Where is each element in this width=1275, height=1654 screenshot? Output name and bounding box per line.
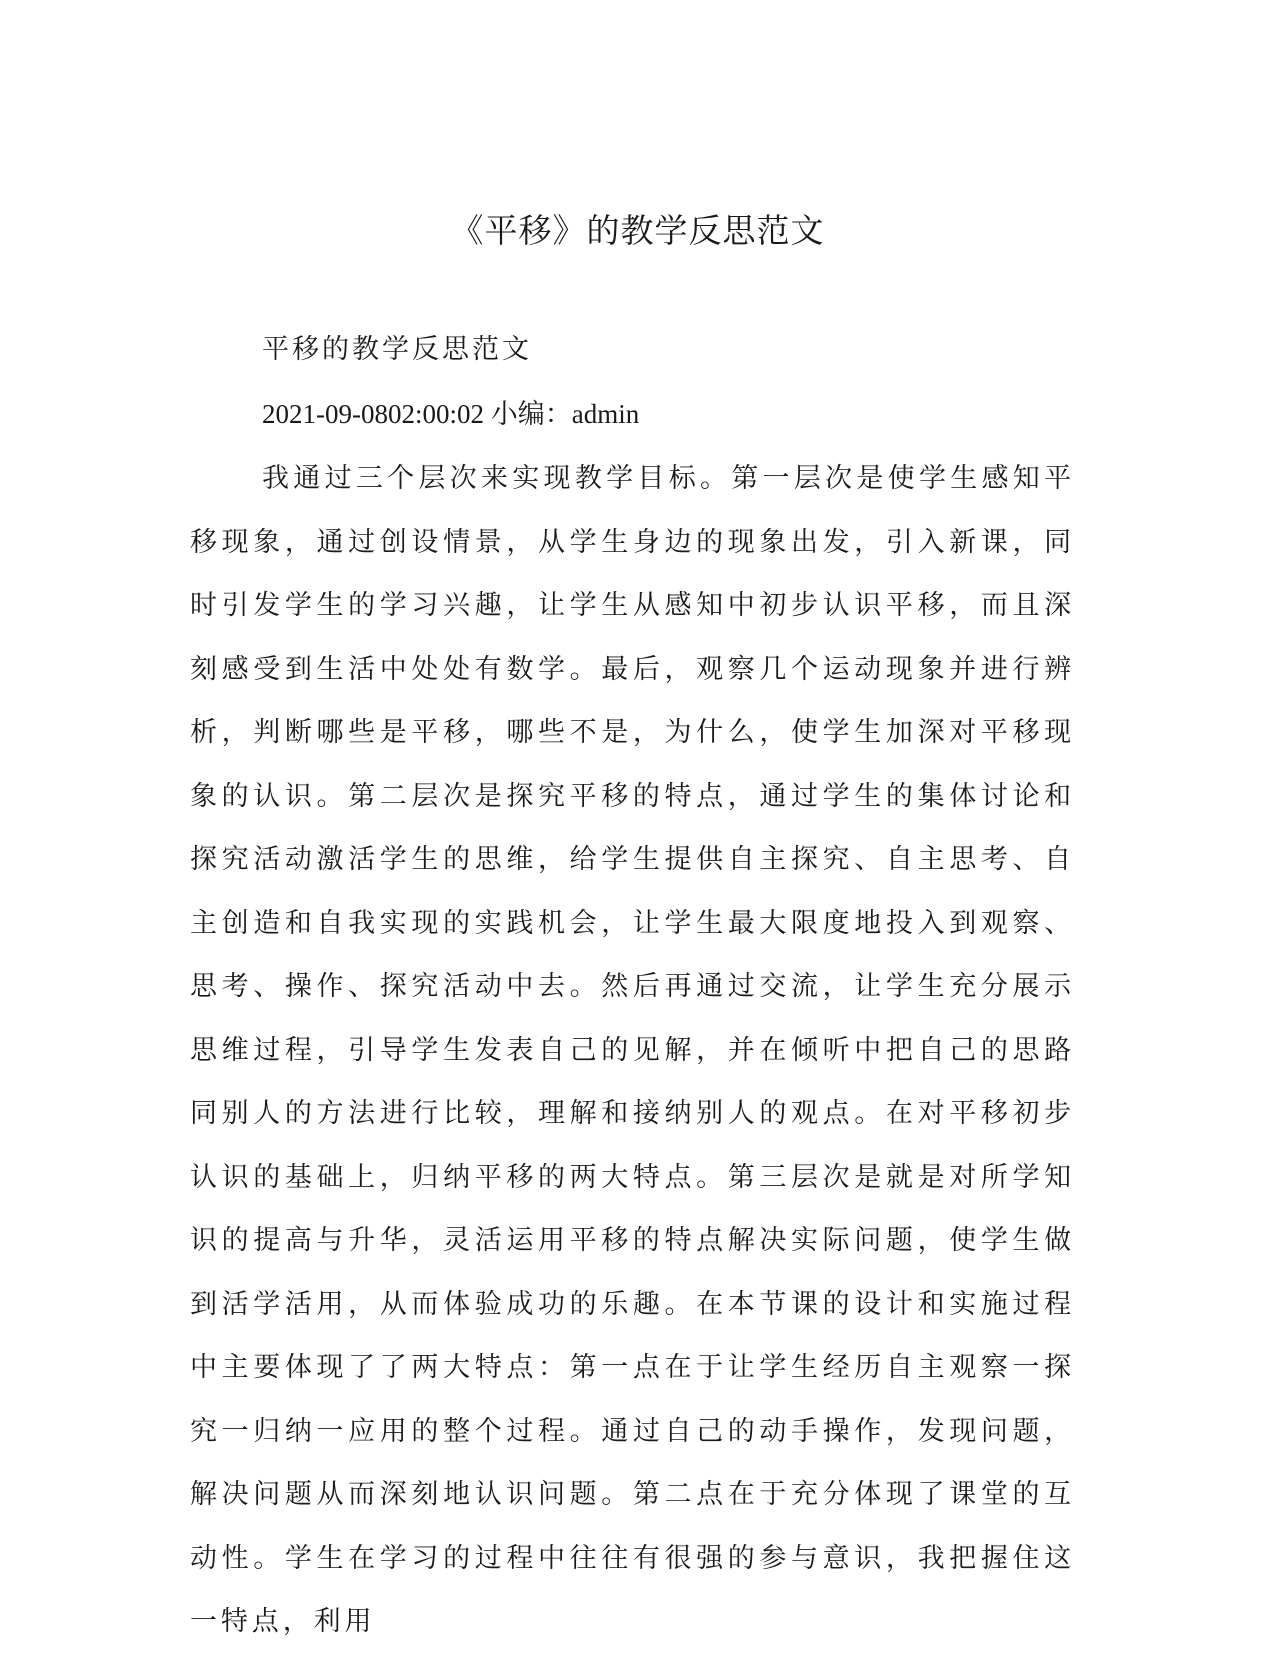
document-subtitle: 平移的教学反思范文 xyxy=(262,334,532,365)
meta-datetime: 2021-09-0802:00:02 xyxy=(262,399,484,429)
document-meta xyxy=(262,394,639,435)
body-paragraph: 我通过三个层次来实现教学目标。第一层次是使学生感知平移现象，通过创设情景，从学生身边的现象出发，引入新课，同时引发学生的学习兴趣，让学生从感知中初步认识平移，而且深刻感受到生活中处处有数学。最后，观察几个运动现象并进行辨析，判断哪些是平移，哪些不是，为什么，使学生加深对平移现象的认识。第二层次是探究平移的特点，通过学生的集体讨论和探究活动激活学生的思维，给学生提供自主探究、自主思考、自主创造和自我实现的实践机会，让学生最大限度地投入到观察、思考、操作、探究活动中去。然后再通过交流，让学生充分展示思维过程，引导学生发表自己的见解，并在倾听中把自己的思路同别人的方法进行比较，理解和接纳别人的观点。在对平移初步认识的基础上，归纳平移的两大特点。第三层次是就是对所学知识的提高与升华，灵活运用平移的特点解决实际问题，使学生做到活学活用，从而体验成功的乐趣。在本节课的设计和实施过程中主要体现了了两大特点：第一点在于让学生经历自主观察一探究一归纳一应用的整个过程。通过自己的动手操作，发现问题，解决问题从而深刻地认识问题。第二点在于充分体现了课堂的互动性。学生在学习的过程中往往有很强的参与意识，我把握住这一特点，利用 xyxy=(190,463,1075,1637)
document-title: 《平移》的教学反思范文 xyxy=(450,211,825,250)
meta-editor-name: admin xyxy=(571,399,640,429)
meta-editor-label: 小编： xyxy=(490,399,572,430)
